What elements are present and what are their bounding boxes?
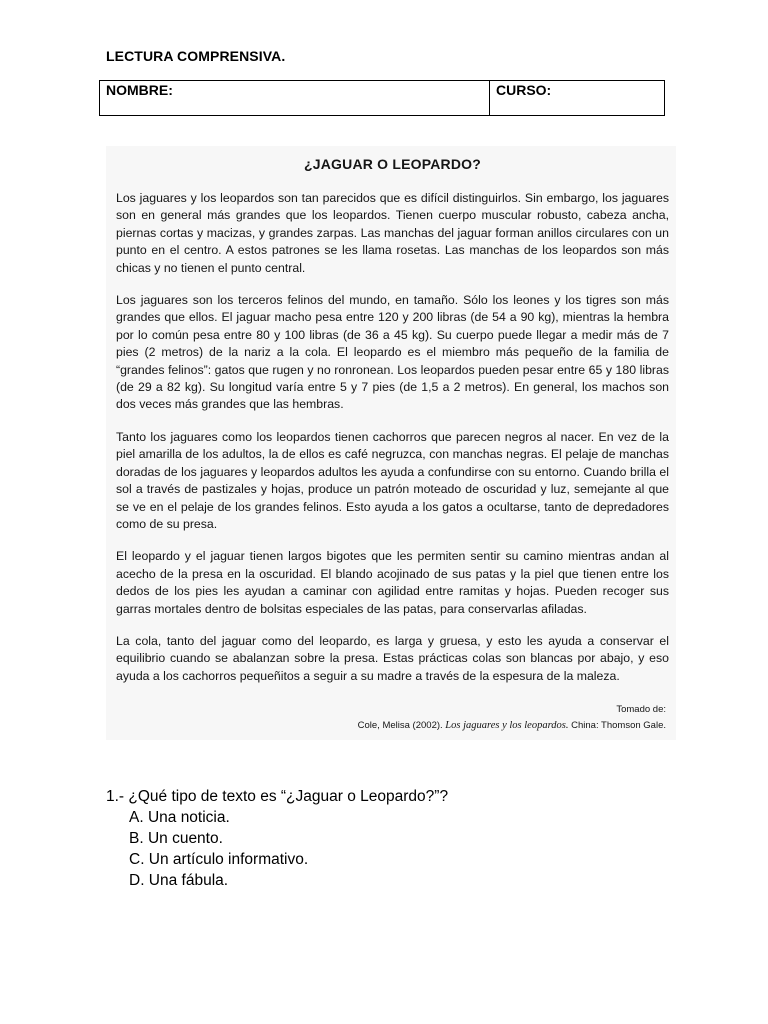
answer-option-d[interactable]: D. Una fábula. [129,872,229,889]
article-paragraph: Los jaguares y los leopardos son tan parecidos que es difícil distinguirlos. Sin embargo, los jaguares son en general más grandes que los leopardos. Tienen cuerpo muscular robusto, cabeza ancha, piernas cortas y macizas, y grandes zarpas. Las manchas del jaguar forman anillos circulares con un punto en el centro. A estos patrones se les llama rosetas. Las manchas de los leopardos son más chicas y no tienen el punto central. [116,191,669,275]
article-paragraph: La cola, tanto del jaguar como del leopardo, es larga y gruesa, y esto les ayuda a conservar el equilibrio cuando se abalanzan sobre la presa. Estas prácticas colas son blancas por abajo, y eso ayuda a los cachorros pequeñitos a seguir a su madre a través de la espesura de la maleza. [116,633,669,683]
credit-publisher: China: Thomson Gale. [571,720,666,731]
article-credit [358,702,666,734]
article-paragraph: Tanto los jaguares como los leopardos tienen cachorros que parecen negros al nacer. En vez de la piel amarilla de los adultos, la de ellos es café negruzca, con manchas negras. El pelaje de manchas doradas de los jaguares y leopardos adultos les ayuda a confundirse con su entorno. Cuando brilla el sol a través de pastizales y hojas, produce un patrón moteado de oscuridad y luz, semejante al que se ve en el pelaje de los grandes felinos. Esto ayuda a los gatos a ocultarse, tanto de depredadores como de su presa. [116,429,669,531]
student-info-table [99,80,665,116]
answer-option-a[interactable]: A. Una noticia. [129,809,230,826]
answer-option-b[interactable]: B. Un cuento. [129,830,223,847]
nombre-field[interactable]: NOMBRE: [100,81,490,116]
article-paragraph: Los jaguares son los terceros felinos del mundo, en tamaño. Sólo los leones y los tigres son más grandes que ellos. El jaguar macho pesa entre 120 y 200 libras (de 54 a 90 kg), mientras la hembra por lo común pesa entre 80 y 100 libras (de 36 a 45 kg). Su cuerpo puede llegar a medir más de 7 pies (2 metros) de la nariz a la cola. El leopardo es el miembro más pequeño de la familia de “grandes felinos”: gatos que rugen y no ronronean. Los leopardos pueden pesar entre 65 y 180 libras (de 29 a 82 kg). Su longitud varía entre 5 y 7 pies (de 1,5 a 2 metros). En general, los machos son dos veces más grandes que las hembras. [116,293,669,412]
credit-author: Cole, Melisa (2002). [357,720,443,731]
answer-option-c[interactable]: C. Un artículo informativo. [129,851,309,868]
curso-field[interactable]: CURSO: [490,81,665,116]
page-title: LECTURA COMPRENSIVA. [106,48,286,64]
question-text: 1.- ¿Qué tipo de texto es “¿Jaguar o Leopardo?”? [106,788,449,805]
credit-citation [358,718,666,734]
article-paragraph: El leopardo y el jaguar tienen largos bigotes que les permiten sentir su camino mientras andan al acecho de la presa en la oscuridad. El blando acojinado de sus patas y la piel que tienen entre los dedos de los pies les ayudan a caminar con agilidad entre ramitas y hojas. Pueden recoger sus garras mortales dentro de bolsitas especiales de las patas, para conservarlas afiladas. [116,549,669,616]
article-scan [106,146,676,740]
credit-label: Tomado de: [616,704,666,715]
article-title: ¿JAGUAR O LEOPARDO? [304,156,481,172]
answer-options [106,807,448,891]
credit-book: Los jaguares y los leopardos. [445,720,569,731]
question-block [106,786,448,891]
